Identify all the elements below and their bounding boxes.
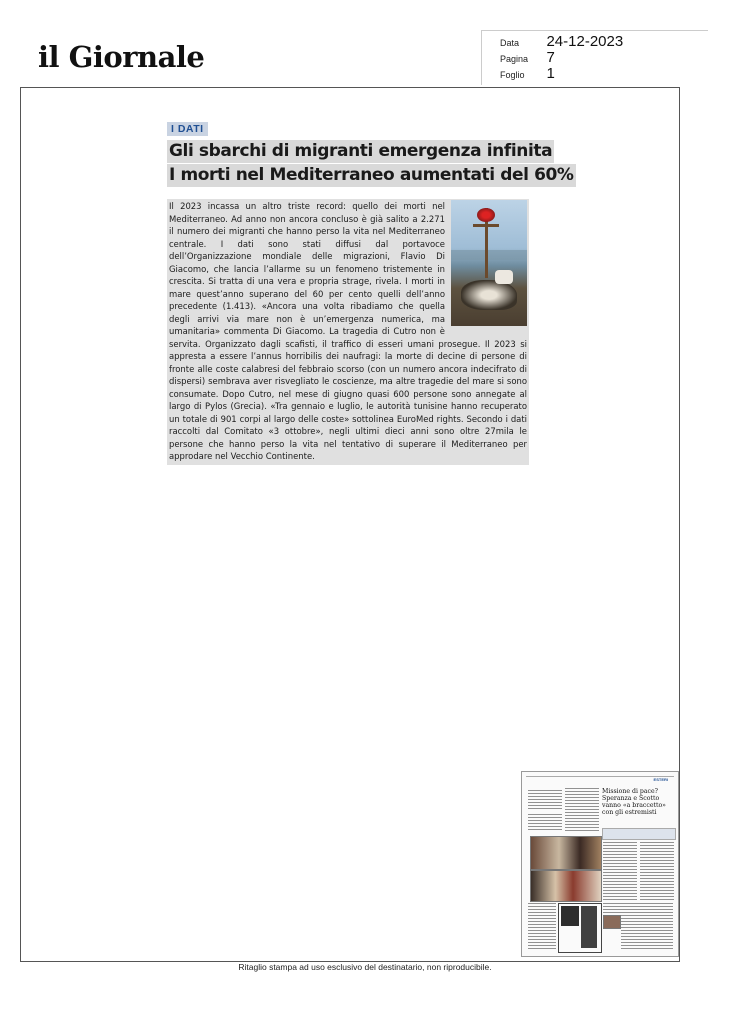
article-body-text: Il 2023 incassa un altro triste record: quello dei morti nel Mediterraneo. Ad anno non ancora concluso è già salito a 2.271 il numero dei migranti che hanno perso la vita nel Mediterraneo centrale. I dati sono stati diffusi dal portavoce dell’Organizzazione mondiale delle migrazioni, Flavio Di Giacomo, che lancia l’allarme su un fenomeno tristemente in crescita. Si tratta di una vera e propria strage, rivela. I morti in mare quest’anno superano del 60 per cento quelli dell’anno precedente (1.413). «Ancora una volta ribadiamo che quella degli arrivi via mare non è un’emergenza numerica, ma umanitaria» commenta Di Giacomo. La tragedia di Cutro non è servita. Organizzato dagli scafisti, il traffico di esseri umani prosegue. Il 2023 si appresta a essere l’annus horribilis dei naufragi: la morte di decine di persone di fronte alle coste calabresi del febbraio scorso (con un numero ancora indecifrato di dispersi) sembrava aver risvegliato le coscienze, ma altre tragedie del mare si sono consumate. Dopo Cutro, nel mese di giugno quasi 600 persone sono annegate al largo di Pylos (Grecia). «Tra gennaio e luglio, le autorità tunisine hanno recuperato un totale di 901 corpi al largo delle coste» sottolinea EuroMed rights. Secondo i dati raccolti dal Comitato «3 ottobre», negli ultimi dieci anni sono oltre 27mila le persone che hanno perso la vita nel tentativo di superare il Mediterraneo per approdare nel Vecchio Continente.	[169, 201, 527, 461]
page-label: Pagina	[500, 54, 529, 64]
article-body	[167, 199, 529, 463]
newspaper-masthead: il Giornale	[38, 40, 205, 74]
date-value: 24-12-2023	[546, 33, 624, 50]
article-kicker: I DATI	[167, 122, 208, 136]
date-label: Data	[500, 38, 520, 48]
page-value: 7	[546, 49, 555, 66]
thumbnail-headline: Missione di pace? Speranza e Scotto vanno «a braccetto» con gli estremisti	[602, 788, 666, 816]
article-headline	[167, 140, 574, 188]
sheet-label: Foglio	[500, 70, 525, 80]
page-thumbnail	[521, 771, 679, 957]
thumbnail-section-tag: ESTERI	[653, 777, 668, 782]
headline-line: I morti nel Mediterraneo aumentati del 60%	[169, 165, 574, 185]
clipping-metadata	[481, 30, 708, 85]
article-body-block	[167, 199, 529, 465]
article-photo	[451, 200, 527, 326]
headline-line: Gli sbarchi di migranti emergenza infinita	[169, 141, 553, 161]
reproduction-notice: Ritaglio stampa ad uso esclusivo del destinatario, non riproducibile.	[238, 962, 492, 972]
sheet-value: 1	[546, 65, 555, 82]
